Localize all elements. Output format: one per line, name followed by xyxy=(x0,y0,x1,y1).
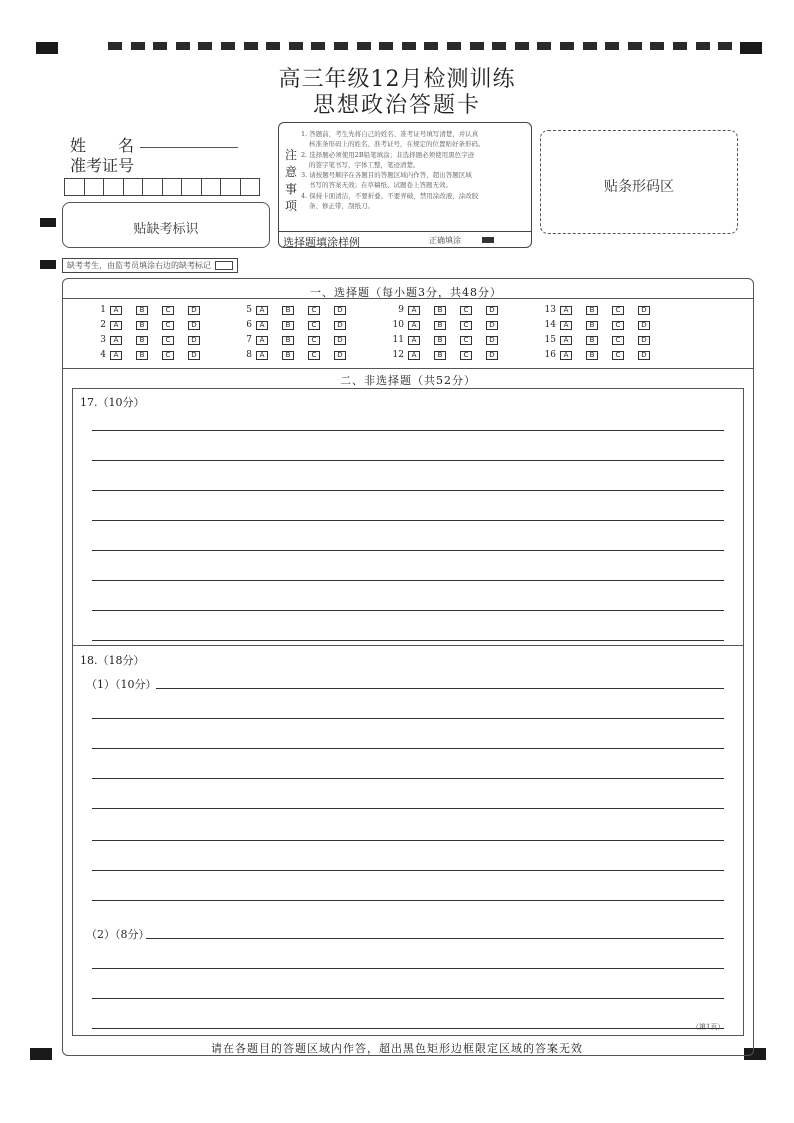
timing-mark xyxy=(537,42,551,50)
mc-option-bubble[interactable]: C xyxy=(612,351,624,360)
exam-id-cell[interactable] xyxy=(202,179,222,195)
exam-id-label: 准考证号 xyxy=(70,156,135,175)
mc-option-bubble[interactable]: A xyxy=(110,336,122,345)
q18-part1-writing-line[interactable] xyxy=(92,900,724,901)
q17-writing-line[interactable] xyxy=(92,580,724,581)
mc-option-bubble[interactable]: B xyxy=(586,336,598,345)
mc-option-bubble[interactable]: B xyxy=(434,351,446,360)
mc-option-bubble[interactable]: D xyxy=(334,306,346,315)
mc-option-bubble[interactable]: D xyxy=(638,306,650,315)
missing-exam-mark[interactable] xyxy=(62,258,238,273)
q18-part1-writing-line[interactable] xyxy=(92,840,724,841)
exam-id-cell[interactable] xyxy=(182,179,202,195)
notes-item: 4. 保持卡面清洁，不要折叠、不要弄破，禁用涂改液，涂改胶 xyxy=(301,191,479,200)
footer-note: 请在各题目的答题区域内作答，超出黑色矩形边框限定区域的答案无效 xyxy=(211,1042,583,1055)
mc-option-bubble[interactable]: C xyxy=(308,351,320,360)
q17-writing-line[interactable] xyxy=(92,430,724,431)
notes-box xyxy=(278,122,532,248)
mc-option-bubble[interactable]: D xyxy=(334,351,346,360)
timing-mark xyxy=(605,42,619,50)
mc-option-bubble[interactable]: B xyxy=(434,306,446,315)
exam-id-cell[interactable] xyxy=(124,179,144,195)
mc-question xyxy=(90,335,214,345)
exam-id-cell[interactable] xyxy=(104,179,124,195)
q18-part1-writing-line[interactable] xyxy=(92,778,724,779)
timing-mark xyxy=(650,42,664,50)
notes-item: 2. 选择题必须使用2B铅笔填涂；非选择题必须使用黑色字迹 xyxy=(301,150,475,159)
mc-option-bubble[interactable]: B xyxy=(586,351,598,360)
timing-mark xyxy=(311,42,325,50)
mc-option-bubble[interactable]: B xyxy=(136,336,148,345)
mc-question xyxy=(90,305,214,315)
mc-option-bubble[interactable]: A xyxy=(110,321,122,330)
mc-option-bubble[interactable]: C xyxy=(308,321,320,330)
fill-sample-mark xyxy=(482,237,494,243)
q18-part1-writing-line[interactable] xyxy=(92,718,724,719)
mc-option-bubble[interactable]: D xyxy=(188,306,200,315)
notes-list xyxy=(301,129,529,211)
notes-heading: 注意事项 xyxy=(284,148,297,213)
timing-mark xyxy=(560,42,574,50)
mc-option-bubble[interactable]: C xyxy=(162,351,174,360)
mc-question xyxy=(388,335,512,345)
notes-divider xyxy=(279,231,531,232)
timing-mark xyxy=(515,42,529,50)
mc-option-bubble[interactable]: A xyxy=(408,306,420,315)
mc-option-bubble[interactable]: B xyxy=(586,321,598,330)
mc-question xyxy=(236,350,360,360)
exam-id-grid[interactable] xyxy=(64,178,260,196)
mc-option-bubble[interactable]: C xyxy=(460,321,472,330)
mc-option-bubble[interactable]: A xyxy=(110,306,122,315)
exam-id-cell[interactable] xyxy=(143,179,163,195)
timing-mark-row xyxy=(108,42,732,52)
mc-option-bubble[interactable]: A xyxy=(110,351,122,360)
mc-option-bubble[interactable]: B xyxy=(586,306,598,315)
mc-question xyxy=(236,320,360,330)
timing-mark xyxy=(583,42,597,50)
mc-question-number: 13 xyxy=(544,305,556,315)
mc-option-bubble[interactable]: B xyxy=(282,306,294,315)
notes-item: 书写的答案无效；在草稿纸、试题卷上答题无效。 xyxy=(309,181,452,190)
mc-question-number: 12 xyxy=(392,350,404,360)
exam-id-cell[interactable] xyxy=(65,179,85,195)
mc-question xyxy=(90,350,214,360)
q18-label: 18.（18分） xyxy=(80,654,145,667)
mc-option-bubble[interactable]: C xyxy=(308,336,320,345)
mc-option-bubble[interactable]: D xyxy=(486,351,498,360)
timing-mark xyxy=(198,42,212,50)
mc-option-bubble[interactable]: C xyxy=(460,336,472,345)
mc-option-bubble[interactable]: A xyxy=(560,321,572,330)
q17-writing-line[interactable] xyxy=(92,520,724,521)
timing-mark xyxy=(131,42,145,50)
exam-id-cell[interactable] xyxy=(85,179,105,195)
mc-option-bubble[interactable]: B xyxy=(282,321,294,330)
mc-option-bubble[interactable]: C xyxy=(460,306,472,315)
name-field[interactable] xyxy=(140,136,238,148)
timing-mark xyxy=(289,42,303,50)
mc-question xyxy=(540,305,664,315)
mc-question xyxy=(540,320,664,330)
q18-part2-first-line[interactable] xyxy=(146,938,724,939)
mc-option-bubble[interactable]: D xyxy=(638,351,650,360)
timing-mark xyxy=(221,42,235,50)
mc-question-number: 1 xyxy=(100,305,106,315)
timing-mark xyxy=(379,42,393,50)
mc-option-bubble[interactable]: C xyxy=(162,321,174,330)
timing-mark xyxy=(492,42,506,50)
missing-exam-label: 缺考考生，由监考员填涂右边的缺考标记 xyxy=(67,261,211,270)
notes-item: 条、修正带，刮纸刀。 xyxy=(309,202,374,211)
timing-mark xyxy=(153,42,167,50)
timing-mark xyxy=(628,42,642,50)
mc-question-number: 6 xyxy=(246,320,252,330)
timing-mark xyxy=(673,42,687,50)
mc-question-number: 2 xyxy=(100,320,106,330)
mc-question xyxy=(236,305,360,315)
exam-id-cell[interactable] xyxy=(241,179,260,195)
mc-option-bubble[interactable]: D xyxy=(638,336,650,345)
missing-exam-checkbox[interactable] xyxy=(215,261,233,270)
mc-option-bubble[interactable]: A xyxy=(408,351,420,360)
mc-option-bubble[interactable]: C xyxy=(308,306,320,315)
registration-mark-mid-left-1 xyxy=(40,218,56,227)
mc-question-number: 8 xyxy=(246,350,252,360)
q18-part1-writing-line[interactable] xyxy=(92,870,724,871)
mc-option-bubble[interactable]: D xyxy=(638,321,650,330)
barcode-label: 贴条形码区 xyxy=(604,179,674,195)
mc-question-number: 3 xyxy=(100,335,106,345)
mc-option-bubble[interactable]: B xyxy=(136,351,148,360)
notes-item: 1. 答题前，考生先将自己的姓名、准考证号填写清楚，并认真 xyxy=(301,130,479,138)
mc-question xyxy=(90,320,214,330)
mc-option-bubble[interactable]: B xyxy=(136,321,148,330)
notes-item: 核准条形码上的姓名、准考证号，在规定的位置贴好条形码。 xyxy=(309,140,485,149)
mc-option-bubble[interactable]: B xyxy=(282,336,294,345)
section2-top-rule xyxy=(62,368,754,369)
fill-sample-label: 选择题填涂样例 xyxy=(283,236,360,249)
q18-part1-label: （1）（10分） xyxy=(86,678,157,691)
q17-writing-line[interactable] xyxy=(92,550,724,551)
timing-mark xyxy=(357,42,371,50)
q17-writing-line[interactable] xyxy=(92,640,724,641)
q17-answer-box[interactable] xyxy=(72,388,744,646)
timing-mark xyxy=(176,42,190,50)
mc-option-bubble[interactable]: A xyxy=(256,321,268,330)
mc-option-bubble[interactable]: B xyxy=(434,336,446,345)
timing-mark xyxy=(108,42,122,50)
mc-option-bubble[interactable]: A xyxy=(560,336,572,345)
notes-item: 的签字笔书写，字体工整，笔迹清楚。 xyxy=(309,160,420,169)
mc-question xyxy=(388,350,512,360)
mc-option-bubble[interactable]: D xyxy=(188,336,200,345)
mc-option-bubble[interactable]: C xyxy=(162,306,174,315)
mc-question-number: 11 xyxy=(392,335,404,345)
mc-option-bubble[interactable]: A xyxy=(256,336,268,345)
mc-option-bubble[interactable]: A xyxy=(560,306,572,315)
mc-question xyxy=(388,305,512,315)
mc-question-number: 10 xyxy=(392,320,404,330)
mc-question-number: 14 xyxy=(544,320,556,330)
timing-mark xyxy=(696,42,710,50)
mc-option-bubble[interactable]: D xyxy=(486,306,498,315)
mc-option-bubble[interactable]: A xyxy=(256,351,268,360)
mc-option-bubble[interactable]: C xyxy=(612,336,624,345)
mc-question xyxy=(540,335,664,345)
mc-question-number: 15 xyxy=(544,335,556,345)
q18-part1-writing-line[interactable] xyxy=(92,748,724,749)
mc-question-number: 5 xyxy=(246,305,252,315)
mc-question xyxy=(388,320,512,330)
q17-writing-line[interactable] xyxy=(92,610,724,611)
mc-option-bubble[interactable]: B xyxy=(282,351,294,360)
mc-option-bubble[interactable]: C xyxy=(460,351,472,360)
timing-mark xyxy=(266,42,280,50)
mc-option-bubble[interactable]: D xyxy=(188,351,200,360)
q18-part2-writing-line[interactable] xyxy=(92,1028,724,1029)
q17-label: 17.（10分） xyxy=(80,396,145,409)
mc-question xyxy=(236,335,360,345)
name-label: 姓 名 xyxy=(70,136,135,155)
mc-option-bubble[interactable]: A xyxy=(560,351,572,360)
mc-question-number: 9 xyxy=(398,305,404,315)
timing-mark xyxy=(402,42,416,50)
section2-title: 二、非选择题（共52分） xyxy=(340,374,476,387)
mc-option-bubble[interactable]: B xyxy=(434,321,446,330)
timing-mark xyxy=(470,42,484,50)
registration-mark-top-right xyxy=(740,42,762,54)
mc-option-bubble[interactable]: D xyxy=(334,336,346,345)
fill-sample-correct: 正确填涂 xyxy=(429,236,461,245)
q18-part1-writing-line[interactable] xyxy=(92,808,724,809)
card-title: 思想政治答题卡 xyxy=(312,93,481,118)
q18-part2-label: （2）（8分） xyxy=(86,928,150,941)
mc-question-number: 4 xyxy=(100,350,106,360)
timing-mark xyxy=(244,42,258,50)
registration-mark-mid-left-2 xyxy=(40,260,56,269)
mc-option-bubble[interactable]: A xyxy=(408,336,420,345)
timing-mark xyxy=(424,42,438,50)
mc-option-bubble[interactable]: C xyxy=(612,321,624,330)
section1-rule xyxy=(62,298,754,299)
q18-part1-first-line[interactable] xyxy=(156,688,724,689)
exam-id-cell[interactable] xyxy=(221,179,241,195)
exam-id-cell[interactable] xyxy=(163,179,183,195)
timing-mark xyxy=(718,42,732,50)
page-number: （第1页） xyxy=(692,1023,725,1031)
q17-writing-line[interactable] xyxy=(92,490,724,491)
mc-question xyxy=(540,350,664,360)
mc-option-bubble[interactable]: C xyxy=(612,306,624,315)
mc-option-bubble[interactable]: C xyxy=(162,336,174,345)
q18-part2-writing-line[interactable] xyxy=(92,998,724,999)
timing-mark xyxy=(334,42,348,50)
q18-part2-writing-line[interactable] xyxy=(92,968,724,969)
q17-writing-line[interactable] xyxy=(92,460,724,461)
mc-question-number: 16 xyxy=(544,350,556,360)
timing-mark xyxy=(447,42,461,50)
mc-option-bubble[interactable]: A xyxy=(256,306,268,315)
section1-title: 一、选择题（每小题3分，共48分） xyxy=(310,286,502,299)
notes-item: 3. 请按题号顺序在各题目的答题区域内作答，超出答题区域 xyxy=(301,171,472,180)
mc-option-bubble[interactable]: A xyxy=(408,321,420,330)
mc-option-bubble[interactable]: B xyxy=(136,306,148,315)
exam-title: 高三年级12月检测训练 xyxy=(278,67,516,92)
q18-answer-box[interactable] xyxy=(72,646,744,1036)
registration-mark-top-left xyxy=(36,42,58,54)
mc-option-bubble[interactable]: D xyxy=(486,321,498,330)
mc-option-bubble[interactable]: D xyxy=(486,336,498,345)
mc-option-bubble[interactable]: D xyxy=(334,321,346,330)
mc-option-bubble[interactable]: D xyxy=(188,321,200,330)
mc-question-number: 7 xyxy=(246,335,252,345)
absent-sticker-label: 贴缺考标识 xyxy=(133,222,199,237)
